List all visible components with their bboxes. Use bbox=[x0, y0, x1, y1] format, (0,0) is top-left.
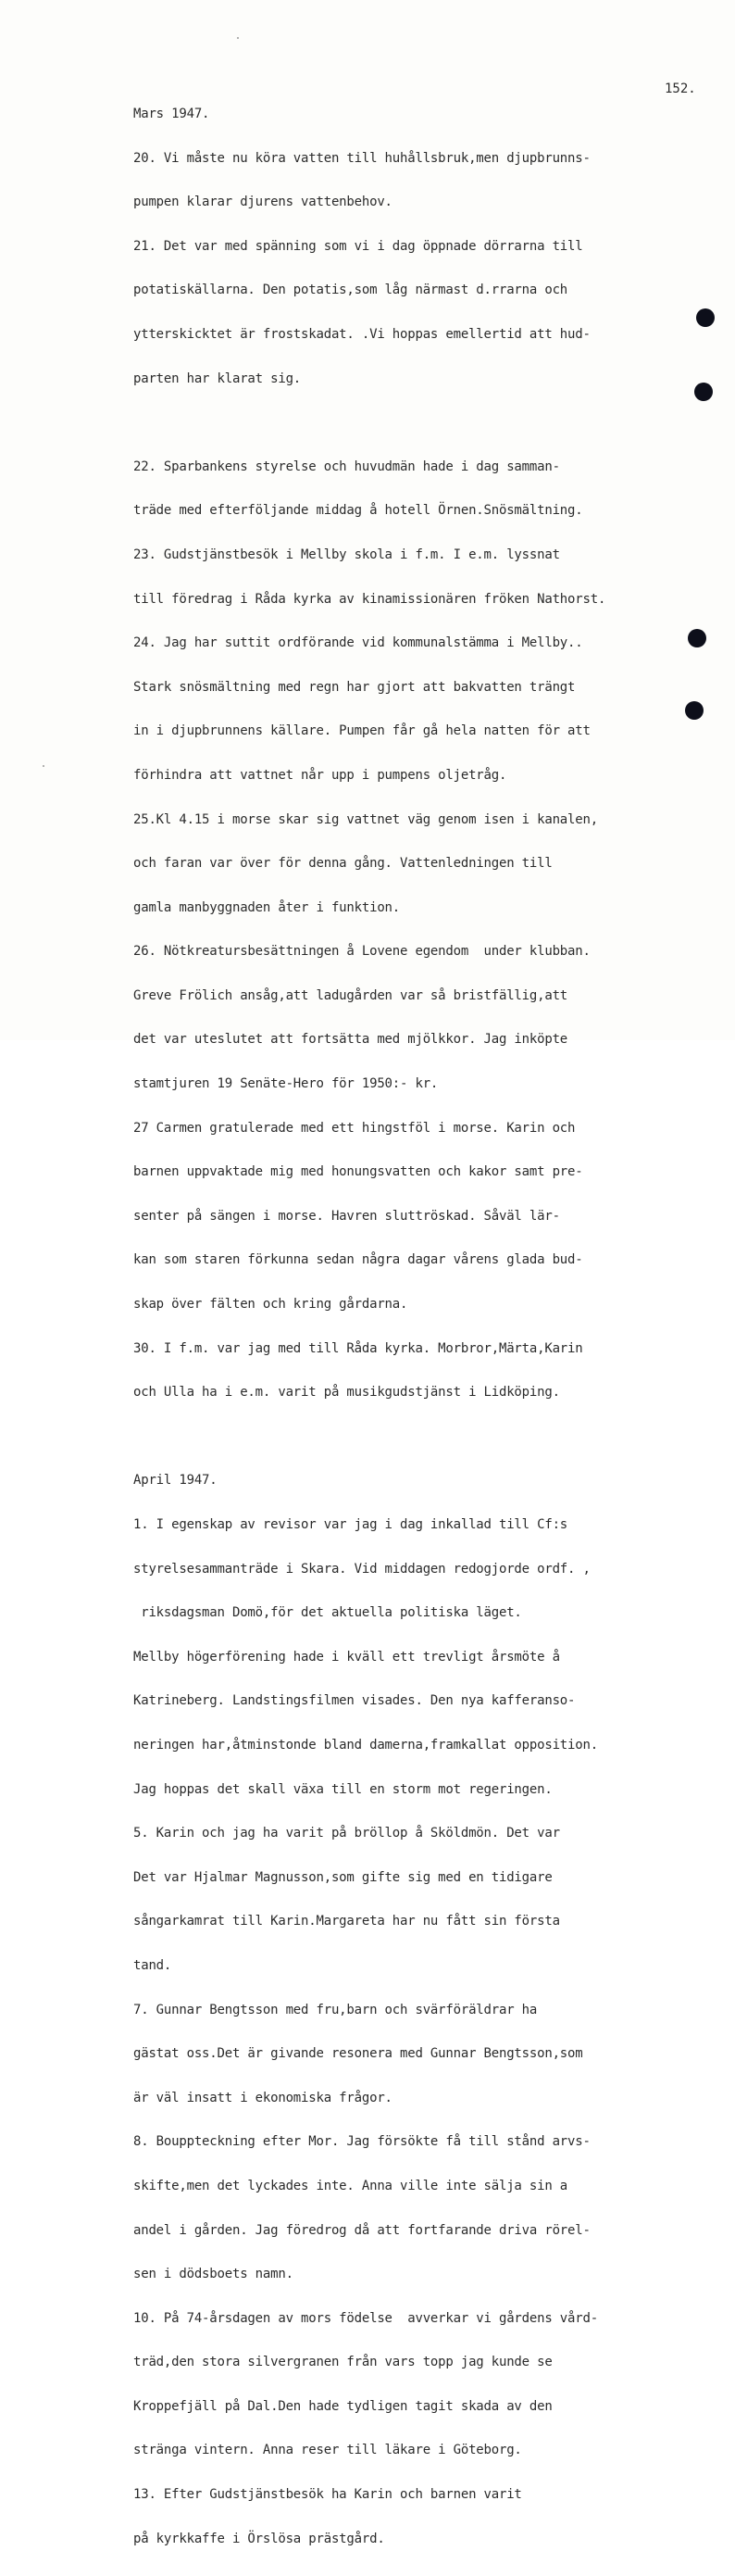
text-line: 20. Vi måste nu köra vatten till huhållsbruk,men djupbrunns- bbox=[133, 150, 591, 166]
page-number: 152. bbox=[665, 82, 696, 96]
text-line: 8. Bouppteckning efter Mor. Jag försökte få till stånd arvs- bbox=[133, 2134, 591, 2150]
text-line: senter på sängen i morse. Havren sluttröskad. Såväl lär- bbox=[133, 1208, 560, 1224]
text-line: 26. Nötkreatursbesättningen å Lovene egendom under klubban. bbox=[133, 944, 591, 960]
text-line: Stark snösmältning med regn har gjort att bakvatten trängt bbox=[133, 679, 576, 695]
text-line: 24. Jag har suttit ordförande vid kommunalstämma i Mellby.. bbox=[133, 635, 583, 651]
text-line: gästat oss.Det är givande resonera med Gunnar Bengtsson,som bbox=[133, 2046, 583, 2062]
text-line: in i djupbrunnens källare. Pumpen får gå hela natten för att bbox=[133, 723, 591, 739]
text-line: barnen uppvaktade mig med honungsvatten och kakor samt pre- bbox=[133, 1164, 583, 1180]
text-line: tand. bbox=[133, 1957, 172, 1973]
paper-speck bbox=[237, 37, 239, 39]
text-line: Katrineberg. Landstingsfilmen visades. Den nya kafferanso- bbox=[133, 1693, 576, 1709]
text-line: gamla manbyggnaden åter i funktion. bbox=[133, 899, 401, 915]
text-line: 25.Kl 4.15 i morse skar sig vattnet väg genom isen i kanalen, bbox=[133, 811, 598, 827]
text-line: Kroppefjäll på Dal.Den hade tydligen tagit skada av den bbox=[133, 2398, 553, 2414]
text-line: pumpen klarar djurens vattenbehov. bbox=[133, 195, 392, 210]
text-line: det var uteslutet att fortsätta med mjölkkor. Jag inköpte bbox=[133, 1032, 568, 1048]
text-line: potatiskällarna. Den potatis,som låg närmast d.rrarna och bbox=[133, 283, 568, 298]
punch-hole bbox=[685, 701, 704, 720]
blank-line bbox=[133, 416, 689, 431]
text-line: till föredrag i Råda kyrka av kinamissionären fröken Nathorst. bbox=[133, 591, 606, 607]
punch-hole bbox=[688, 629, 706, 647]
text-line: skifte,men det lyckades inte. Anna ville inte sälja sin a bbox=[133, 2178, 568, 2193]
text-line: Mellby högerförening hade i kväll ett trevligt årsmöte å bbox=[133, 1649, 560, 1665]
text-line: neringen har,åtminstonde bland damerna,framkallat opposition. bbox=[133, 1737, 598, 1753]
text-line: på kyrkkaffe i Örslösa prästgård. bbox=[133, 2531, 385, 2546]
text-line: Greve Frölich ansåg,att ladugården var så bristfällig,att bbox=[133, 987, 568, 1003]
punch-hole bbox=[694, 383, 713, 401]
text-line: träde med efterföljande middag å hotell Örnen.Snösmältning. bbox=[133, 503, 583, 519]
text-line: Jag hoppas det skall växa till en storm mot regeringen. bbox=[133, 1781, 553, 1797]
text-line: sen i dödsboets namn. bbox=[133, 2267, 293, 2282]
text-line: sångarkamrat till Karin.Margareta har nu fått sin första bbox=[133, 1914, 560, 1929]
text-line: 13. Efter Gudstjänstbesök ha Karin och barnen varit bbox=[133, 2487, 522, 2503]
text-line: riksdagsman Domö,för det aktuella politiska läget. bbox=[133, 1605, 522, 1621]
text-line: Det var Hjalmar Magnusson,som gifte sig med en tidigare bbox=[133, 1869, 553, 1885]
text-line: kan som staren förkunna sedan några dagar vårens glada bud- bbox=[133, 1252, 583, 1268]
text-line: parten har klarat sig. bbox=[133, 371, 302, 386]
text-line: 1. I egenskap av revisor var jag i dag inkallad till Cf:s bbox=[133, 1517, 568, 1532]
paper-speck bbox=[43, 765, 44, 767]
text-line: förhindra att vattnet når upp i pumpens oljetråg. bbox=[133, 767, 507, 783]
text-line: 5. Karin och jag ha varit på bröllop å Sköldmön. Det var bbox=[133, 1826, 560, 1841]
text-line: 22. Sparbankens styrelse och huvudmän hade i dag samman- bbox=[133, 459, 560, 474]
text-line: 7. Gunnar Bengtsson med fru,barn och svärföräldrar ha bbox=[133, 2002, 538, 2017]
punch-hole bbox=[696, 308, 715, 327]
text-line: är väl insatt i ekonomiska frågor. bbox=[133, 2090, 392, 2105]
text-line: andel i gården. Jag föredrog då att fortfarande driva rörel- bbox=[133, 2222, 591, 2238]
text-line: och Ulla ha i e.m. varit på musikgudstjänst i Lidköping. bbox=[133, 1385, 560, 1401]
text-line: Mars 1947. bbox=[133, 107, 210, 121]
text-line: träd,den stora silvergranen från vars topp jag kunde se bbox=[133, 2355, 553, 2370]
text-line: 30. I f.m. var jag med till Råda kyrka. Morbror,Märta,Karin bbox=[133, 1340, 583, 1356]
text-line: 27 Carmen gratulerade med ett hingstföl i morse. Karin och bbox=[133, 1120, 576, 1136]
text-line: skap över fälten och kring gårdarna. bbox=[133, 1297, 408, 1313]
text-line: ytterskicktet är frostskadat. .Vi hoppas emellertid att hud- bbox=[133, 326, 591, 342]
text-line: 21. Det var med spänning som vi i dag öppnade dörrarna till bbox=[133, 238, 583, 254]
text-line: April 1947. bbox=[133, 1473, 218, 1489]
text-line: 10. På 74-årsdagen av mors födelse avverkar vi gårdens vård- bbox=[133, 2310, 598, 2326]
text-line: stränga vintern. Anna reser till läkare i Göteborg. bbox=[133, 2443, 522, 2458]
text-line: och faran var över för denna gång. Vattenledningen till bbox=[133, 856, 553, 872]
typed-text-body bbox=[133, 78, 689, 2576]
blank-line bbox=[133, 1430, 689, 1445]
text-line: styrelsesammanträde i Skara. Vid middagen redogjorde ordf. , bbox=[133, 1561, 591, 1577]
text-line: 23. Gudstjänstbesök i Mellby skola i f.m. I e.m. lyssnat bbox=[133, 547, 560, 562]
text-line: stamtjuren 19 Senäte-Hero för 1950:- kr. bbox=[133, 1076, 439, 1092]
